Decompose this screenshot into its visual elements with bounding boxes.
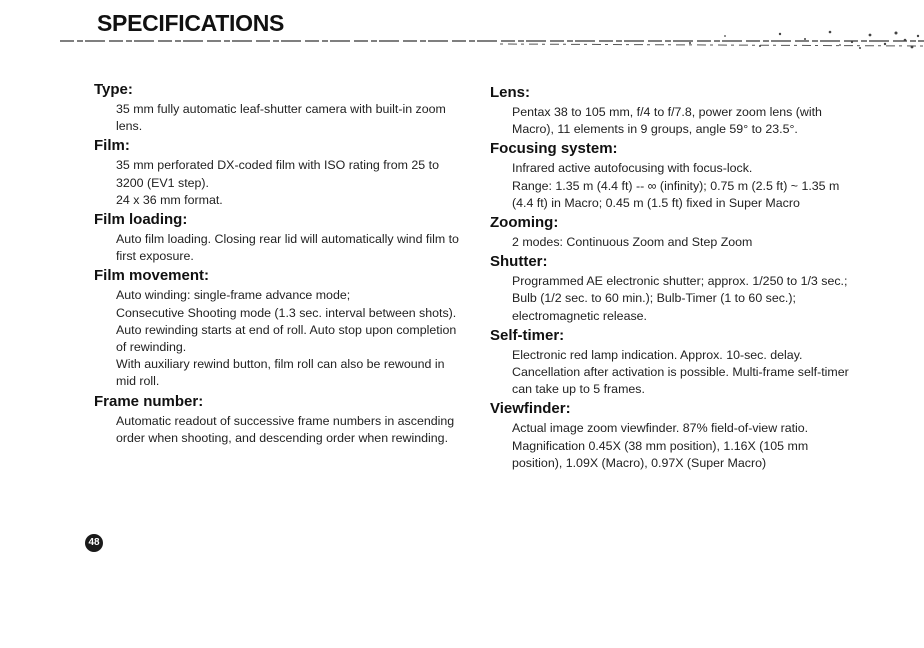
spec-line: Programmed AE electronic shutter; approx. 1/250 to 1/3 sec.; Bulb (1/2 sec. to 60 min.); Bulb-Timer (1 to 60 sec.); electromagnetic release. (512, 274, 848, 323)
spec-lens (490, 83, 850, 138)
spec-line: With auxiliary rewind button, film roll can also be rewound in mid roll. (116, 357, 445, 389)
spec-heading: Self-timer: (490, 326, 565, 344)
spec-body (116, 231, 464, 265)
spec-film (94, 136, 464, 209)
spec-heading: Shutter: (490, 253, 548, 271)
spec-line: Pentax 38 to 105 mm, f/4 to f/7.8, power zoom lens (with Macro), 11 elements in 9 groups, angle 59° to 23.5°. (512, 105, 822, 137)
right-column (490, 83, 850, 473)
spec-frame-number (94, 392, 464, 447)
spec-line: Consecutive Shooting mode (1.3 sec. interval between shots). (116, 305, 457, 320)
spec-body (116, 413, 464, 447)
spec-heading: Frame number: (94, 392, 204, 410)
page-title: SPECIFICATIONS (97, 10, 285, 36)
spec-line: 35 mm perforated DX-coded film with ISO rating from 25 to 3200 (EV1 step). (116, 158, 439, 190)
spec-heading: Lens: (490, 84, 531, 101)
spec-heading: Film: (94, 137, 130, 155)
spec-line: Electronic red lamp indication. Approx. 10-sec. delay. Cancellation after activation is possible. Multi-frame self-timer can take up to 5 frames. (512, 347, 849, 397)
spec-body (512, 347, 850, 399)
spec-focusing-system (490, 139, 850, 212)
spec-film-loading (94, 210, 464, 265)
spec-body (116, 101, 464, 135)
spec-line: Range: 1.35 m (4.4 ft) -- ∞ (infinity); 0.75 m (2.5 ft) ~ 1.35 m (4.4 ft) in Macro; 0.45 m (1.5 ft) fixed in Super Macro (512, 178, 840, 210)
spec-film-movement (94, 266, 464, 390)
spec-body (116, 287, 464, 390)
page-number-badge: 48 (85, 534, 103, 552)
spec-body (512, 420, 850, 472)
spec-body (512, 160, 850, 212)
header-rule (0, 30, 924, 70)
spec-line: Auto winding: single-frame advance mode; (116, 288, 351, 303)
spec-line: Auto film loading. Closing rear lid will automatically wind film to first exposure. (116, 232, 459, 264)
spec-self-timer (490, 326, 850, 399)
spec-line: Infrared active autofocusing with focus-lock. (512, 161, 753, 176)
spec-line: 2 modes: Continuous Zoom and Step Zoom (512, 235, 753, 250)
spec-heading: Film loading: (94, 211, 188, 229)
spec-line: Automatic readout of successive frame numbers in ascending order when shooting, and descending order when rewinding. (116, 413, 455, 445)
spec-body (512, 234, 850, 251)
spec-heading: Focusing system: (490, 140, 618, 158)
spec-viewfinder (490, 399, 850, 472)
left-column (94, 80, 464, 448)
spec-line: Actual image zoom viewfinder. 87% field-of-view ratio. Magnification 0.45X (38 mm position), 1.16X (105 mm position), 1.09X (Macro), 0.97X (Super Macro) (512, 421, 809, 470)
spec-heading: Film movement: (94, 267, 210, 285)
spec-type (94, 80, 464, 135)
spec-line: Auto rewinding starts at end of roll. Auto stop upon completion of rewinding. (116, 322, 457, 355)
spec-heading: Zooming: (490, 214, 559, 232)
spec-line: 35 mm fully automatic leaf-shutter camera with built-in zoom lens. (116, 102, 446, 134)
spec-zooming (490, 213, 850, 251)
spec-shutter (490, 252, 850, 325)
spec-body (116, 157, 464, 209)
spec-heading: Viewfinder: (490, 400, 571, 418)
spec-heading: Type: (94, 81, 133, 98)
spec-line: 24 x 36 mm format. (116, 192, 223, 207)
spec-body (512, 273, 850, 325)
spec-body (512, 104, 850, 138)
